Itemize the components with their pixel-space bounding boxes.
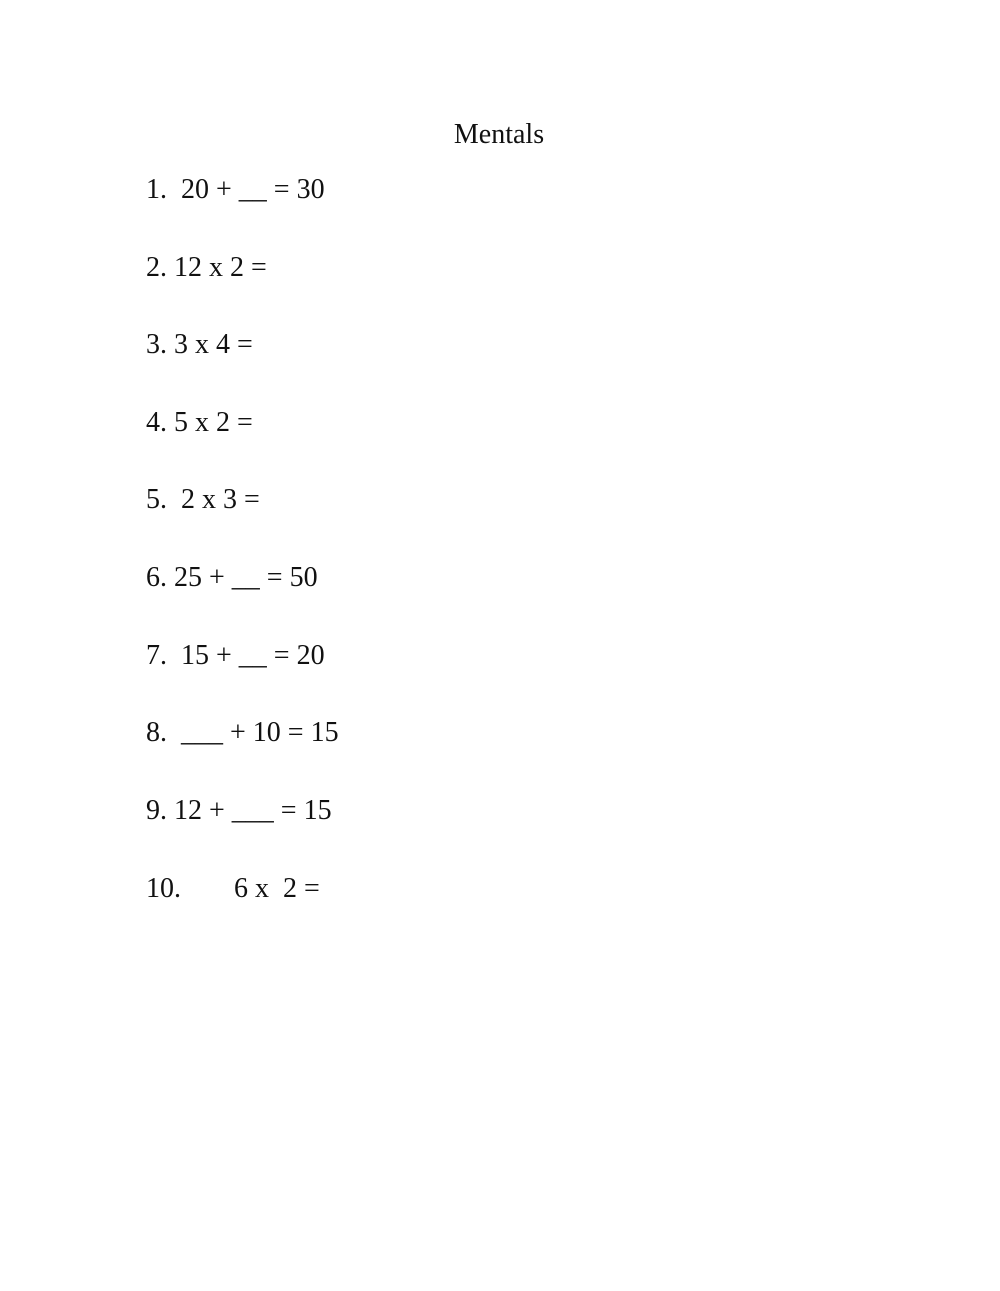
question-expression: 15 + __ = 20 — [174, 640, 325, 671]
question-8 — [146, 716, 339, 750]
question-number: 6. — [146, 562, 167, 593]
question-number: 1. — [146, 174, 167, 205]
question-expression: 12 x 2 = — [174, 252, 267, 283]
question-number: 9. — [146, 795, 167, 826]
question-2 — [146, 251, 267, 285]
question-6 — [146, 561, 318, 595]
question-expression: 20 + __ = 30 — [174, 174, 325, 205]
question-1 — [146, 173, 325, 207]
question-number: 8. — [146, 717, 167, 748]
question-9 — [146, 794, 332, 828]
worksheet-title: Mentals — [453, 119, 545, 150]
question-5 — [146, 483, 260, 517]
question-3 — [146, 328, 253, 362]
question-expression: 5 x 2 = — [174, 407, 253, 438]
question-number: 4. — [146, 407, 167, 438]
question-number: 10. — [146, 873, 181, 904]
question-4 — [146, 406, 253, 440]
question-expression: 6 x 2 = — [234, 873, 320, 904]
question-expression: 2 x 3 = — [174, 484, 260, 515]
question-number: 2. — [146, 252, 167, 283]
question-7 — [146, 639, 325, 673]
question-expression: 3 x 4 = — [174, 329, 253, 360]
question-expression: 12 + ___ = 15 — [174, 795, 332, 826]
question-number: 5. — [146, 484, 167, 515]
question-number: 7. — [146, 640, 167, 671]
question-expression: 25 + __ = 50 — [174, 562, 318, 593]
question-10 — [146, 872, 320, 906]
question-number: 3. — [146, 329, 167, 360]
question-expression: ___ + 10 = 15 — [174, 717, 339, 748]
